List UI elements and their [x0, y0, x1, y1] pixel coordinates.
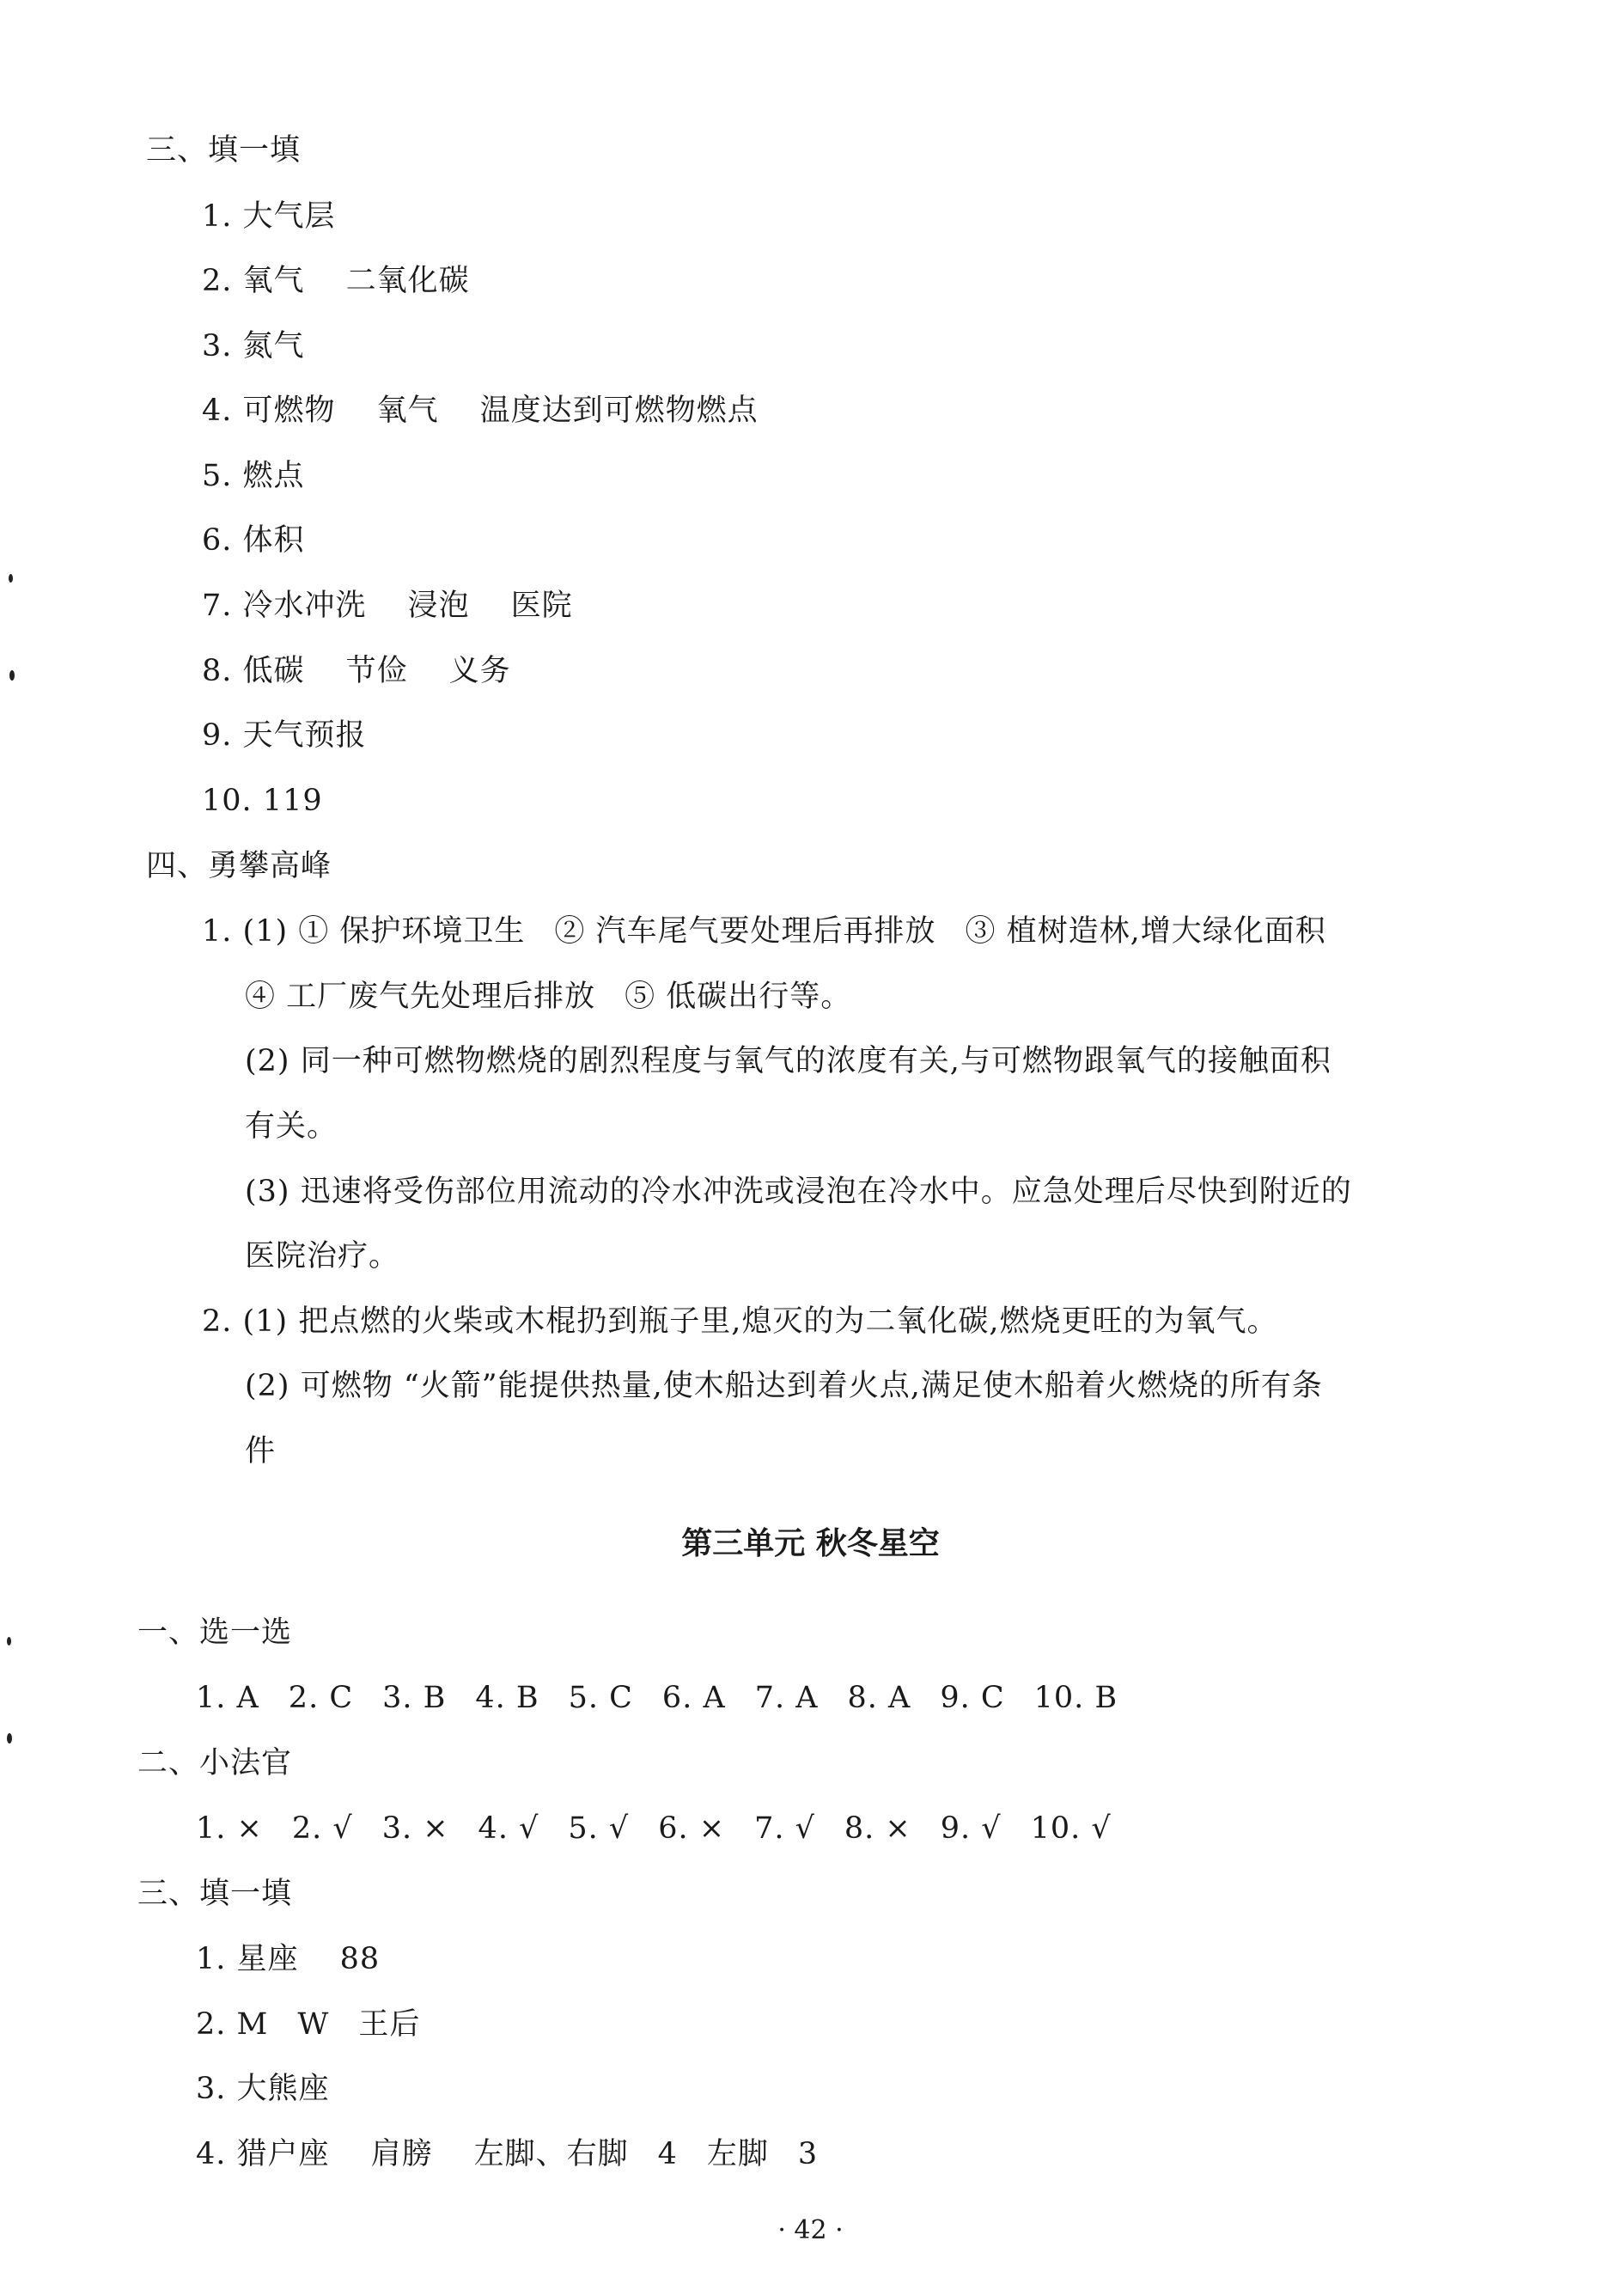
climb-q2-part2-line2: 件 [245, 1434, 277, 1469]
unit-title: 第三单元 秋冬星空 [681, 1526, 940, 1561]
fill-item-6: 6. 体积 [202, 523, 305, 558]
fill-item-5: 5. 燃点 [202, 459, 305, 493]
fill2-item-4: 4. 猎户座 肩膀 左脚、右脚 4 左脚 3 [196, 2137, 819, 2171]
fill-item-3: 3. 氮气 [202, 329, 305, 363]
climb-q2-part2-line1: (2) 可燃物 “火箭”能提供热量,使木船达到着火点,满足使木船着火燃烧的所有条 [245, 1369, 1323, 1403]
section-heading-fill-2: 三、填一填 [137, 1877, 293, 1911]
fill-item-9: 9. 天气预报 [202, 718, 367, 753]
climb-q1-part2-line1: (2) 同一种可燃物燃烧的剧烈程度与氧气的浓度有关,与可燃物跟氧气的接触面积 [245, 1044, 1332, 1078]
choice-answers: 1. A 2. C 3. B 4. B 5. C 6. A 7. A 8. A 9. C 10. B [196, 1681, 1118, 1715]
climb-q1-line1: 1. (1) ① 保护环境卫生 ② 汽车尾气要处理后再排放 ③ 植树造林,增大绿化面积 [202, 914, 1326, 949]
fill-item-7: 7. 冷水冲洗 浸泡 医院 [202, 589, 573, 623]
section-heading-choose: 一、选一选 [137, 1615, 293, 1650]
fill2-item-3: 3. 大熊座 [196, 2072, 330, 2106]
fill2-item-1: 1. 星座 88 [196, 1942, 381, 1976]
scan-mark [7, 1637, 11, 1646]
fill-item-1: 1. 大气层 [202, 199, 336, 234]
climb-q2-part1: 2. (1) 把点燃的火柴或木棍扔到瓶子里,熄灭的为二氧化碳,燃烧更旺的为氧气。 [202, 1304, 1278, 1339]
climb-q1-part3-line2: 医院治疗。 [245, 1239, 400, 1273]
section-heading-climb: 四、勇攀高峰 [146, 849, 332, 883]
fill-item-4: 4. 可燃物 氧气 温度达到可燃物燃点 [202, 394, 759, 428]
climb-q1-part3-line1: (3) 迅速将受伤部位用流动的冷水冲洗或浸泡在冷水中。应急处理后尽快到附近的 [245, 1175, 1352, 1209]
climb-q1-part2-line2: 有关。 [245, 1109, 338, 1144]
fill2-item-2: 2. M W 王后 [196, 2007, 421, 2042]
page-number: · 42 · [777, 2215, 844, 2245]
climb-q1-line2: ④ 工厂废气先处理后排放 ⑤ 低碳出行等。 [245, 980, 852, 1014]
scan-mark [9, 574, 13, 583]
section-heading-judge: 二、小法官 [137, 1746, 293, 1780]
fill-item-8: 8. 低碳 节俭 义务 [202, 654, 511, 688]
fill-item-2: 2. 氧气 二氧化碳 [202, 264, 470, 298]
judge-answers: 1. × 2. √ 3. × 4. √ 5. √ 6. × 7. √ 8. × 9. √ 10. √ [196, 1811, 1112, 1846]
section-heading-fill: 三、填一填 [146, 133, 302, 168]
fill-item-10: 10. 119 [202, 784, 323, 818]
scan-mark [7, 1733, 12, 1743]
scan-mark [9, 670, 15, 681]
